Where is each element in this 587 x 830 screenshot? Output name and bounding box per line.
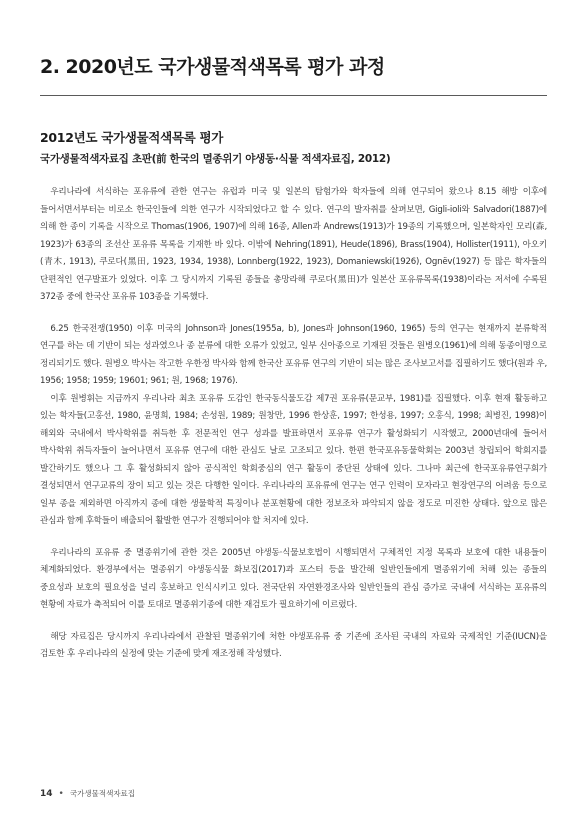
paragraph-endangered: 우리나라의 포유류 중 멸종위기에 관한 것은 2005년 야생동·식물보호법이 시행되면서 구체적인 지정 목록과 보호에 대한 내용들이 체계화되었다. 환경부에서는 멸종위기 야생동식물 화보집(2017)과 포스터 등을 발간해 일반인들에게 멸종위기에 처해 있는 종들의 중요성과 보호의 필요성을 널리 홍보하고 인식시키고 있다. 전국단위 자연환경조사와 일반인들의 관심 증가로 국내에 서식하는 포유류의 현황에 자료가 축적되어 이를 토대로 멸종위기종에 대한 재검토가 필요하기에 이르렀다. xyxy=(40,547,547,610)
paragraph-postwar: 6.25 한국전쟁(1950) 이후 미국의 Johnson과 Jones(1955a, b), Jones과 Johnson(1960, 1965) 등의 연구는 현재까지 분류학적 연구를 하는 데 기반이 되는 성과였으나 종 분류에 대한 오류가 있었고, 일부 신아종으로 기재된 것들은 원병오(1961)에 의해 동종이명으로 정리되기도 했다. 원병오 박사는 작고한 우한정 박사와 함께 한국산 포유류 연구의 기반이 되는 많은 조사보고서를 집필하기도 했다(원과 우, 1956; 1958; 1959; 19601; 961; 원, 1968; 1976). xyxy=(40,323,547,386)
paragraph-gap xyxy=(40,615,547,629)
paragraph-history: 우리나라에 서식하는 포유류에 관한 연구는 유럽과 미국 및 일본의 탐험가와 학자들에 의해 연구되어 왔으나 8.15 해방 이후에 들어서면서부터는 비로소 한국인들에 의한 연구가 시작되었다고 할 수 있다. 연구의 발자취를 살펴보면, Gigli-ioli와 Salvadori(1887)에 의해 한 종이 기록을 시작으로 Thomas(1906, 1907)에 의해 16종, Allen과 Andrews(1913)가 19종의 기록했으며, 일본학자인 모리(森, 1923)가 63종의 조선산 포유류 목록을 기재한 바 있다. 이밖에 Nehring(1891), Heude(1896), Brass(1904), Hollister(1911), 아오키(青木, 1913), 쿠로다(黑田, 1923, 1934, 1938), Lonnberg(1922, 1923), Domaniewski(1926), Ognëv(1927) 등 많은 학자들의 단편적인 연구발표가 있었다. 이후 그 당시까지 기록된 종들을 총망라해 쿠로다(黑田)가 일본산 포유류목록(1938)이라는 저서에 수록된 372종 중에 한국산 포유류 103종을 기록했다. xyxy=(40,187,547,302)
paragraph-criteria: 해당 자료집은 당시까지 우리나라에서 관찰된 멸종위기에 처한 야생포유류 중 기존에 조사된 국내의 자료와 국제적인 기준(IUCN)을 검토한 후 우리나라의 실정에 맞는 기준에 맞게 재조정해 작성했다. xyxy=(40,631,547,659)
footer-label: 국가생물적색자료집 xyxy=(69,789,136,798)
body-text xyxy=(40,184,547,664)
page-footer xyxy=(40,788,135,799)
paragraph-gap xyxy=(40,307,547,321)
section-subtitle: 국가생물적색자료집 초판(前 한국의 멸종위기 야생동·식물 적색자료집, 2012) xyxy=(40,153,391,165)
page-number: 14 xyxy=(40,789,53,799)
section-title: 2012년도 국가생물적색목록 평가 xyxy=(40,130,223,145)
paragraph-modern-research: 이후 원병휘는 지금까지 우리나라 최초 포유류 도감인 한국동식물도감 제7권 포유류(문교부, 1981)를 집필했다. 이후 현재 활동하고 있는 학자들(고홍선, 1980, 윤명희, 1984; 손성원, 1989; 원창만, 1996 한상훈, 1997; 한성용, 1997; 오홍식, 1998; 최병진, 1998)이 해외와 국내에서 박사학위를 취득한 후 전문적인 연구 성과를 발표하면서 포유류 연구가 활성화되기 시작했고, 2000년대에 들어서 박사학위 취득자들이 늘어나면서 포유류 연구에 대한 관심도 날로 고조되고 있다. 한편 한국포유동물학회는 2003년 창립되어 학회지를 발간하기도 했으나 그 후 활성화되지 않아 공식적인 학회중심의 연구 활동이 중단된 상태에 있다. 그나마 최근에 한국포유류연구회가 결성되면서 연구교류의 장이 되고 있는 것은 다행한 일이다. 우리나라의 포유류에 연구는 연구 인력이 모자라고 현장연구의 어려움 등으로 일부 종을 제외하면 아직까지 종에 대한 생물학적 특징이나 분포현황에 대한 정보조차 파악되지 않을 정도로 미진한 상태다. 앞으로 많은 관심과 함께 후학들이 배출되어 활발한 연구가 진행되어야 할 처지에 있다. xyxy=(40,393,547,526)
title-divider xyxy=(40,95,547,96)
chapter-title: 2. 2020년도 국가생물적색목록 평가 과정 xyxy=(40,56,385,78)
paragraph-gap xyxy=(40,531,547,545)
footer-separator: • xyxy=(58,789,64,799)
